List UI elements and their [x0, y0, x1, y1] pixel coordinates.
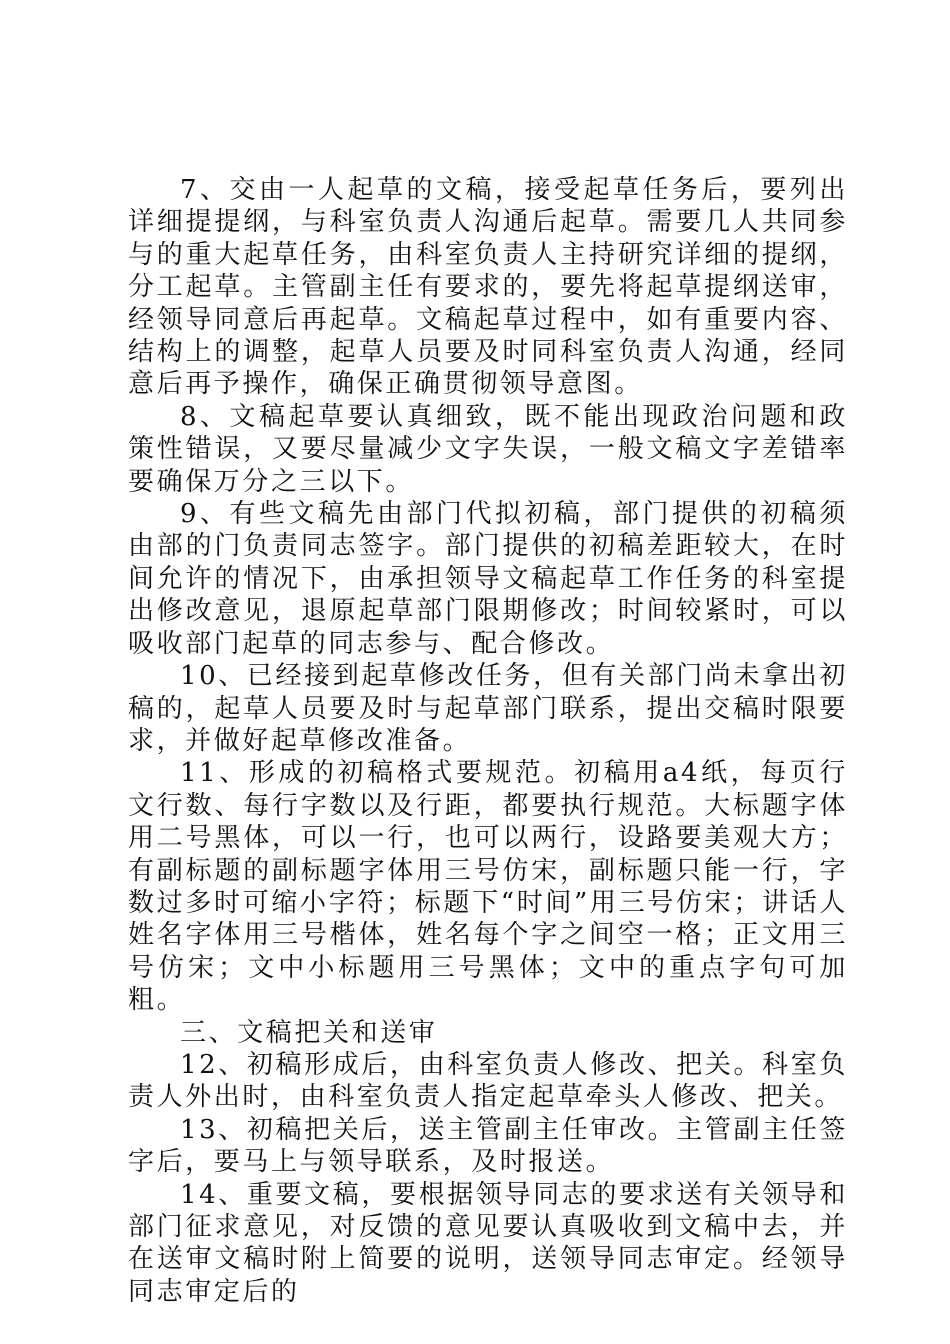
paragraph-7: 7、交由一人起草的文稿，接受起草任务后，要列出详细提提纲，与科室负责人沟通后起草。需要几人共同参与的重大起草任务，由科室负责人主持研究详细的提纲，分工起草。主管副主任有要求的，要先将起草提纲送审，经领导同意后再起草。文稿起草过程中，如有重要内容、结构上的调整，起草人员要及时同科室负责人沟通，经同意后再予操作，确保正确贯彻领导意图。 [128, 175, 848, 400]
paragraph-13: 13、初稿把关后，送主管副主任审改。主管副主任签字后，要马上与领导联系，及时报送。 [128, 1114, 848, 1178]
paragraph-14: 14、重要文稿，要根据领导同志的要求送有关领导和部门征求意见，对反馈的意见要认真吸收到文稿中去，并在送审文稿时附上简要的说明，送领导同志审定。经领导同志审定后的 [128, 1179, 848, 1307]
section-heading-3: 三、文稿把关和送审 [180, 1017, 438, 1048]
paragraph-10: 10、已经接到起草修改任务，但有关部门尚未拿出初稿的，起草人员要及时与起草部门联系，提出交稿时限要求，并做好起草修改准备。 [128, 661, 848, 756]
paragraph-12: 12、初稿形成后，由科室负责人修改、把关。科室负责人外出时，由科室负责人指定起草牵头人修改、把关。 [128, 1049, 848, 1113]
document-body [128, 174, 848, 1308]
paragraph-9: 9、有些文稿先由部门代拟初稿，部门提供的初稿须由部的门负责同志签字。部门提供的初稿差距较大，在时间允许的情况下，由承担领导文稿起草工作任务的科室提出修改意见，退原起草部门限期修改；时间较紧时，可以吸收部门起草的同志参与、配合修改。 [128, 499, 848, 659]
paragraph-11: 11、形成的初稿格式要规范。初稿用a4纸，每页行文行数、每行字数以及行距，都要执行规范。大标题字体用二号黑体，可以一行，也可以两行，设路要美观大方；有副标题的副标题字体用三号仿宋，副标题只能一行，字数过多时可缩小字符；标题下“时间”用三号仿宋；讲话人姓名字体用三号楷体，姓名每个字之间空一格；正文用三号仿宋；文中小标题用三号黑体；文中的重点字句可加粗。 [128, 758, 848, 1016]
paragraph-8: 8、文稿起草要认真细致，既不能出现政治问题和政策性错误，又要尽量减少文字失误，一般文稿文字差错率要确保万分之三以下。 [128, 401, 848, 497]
